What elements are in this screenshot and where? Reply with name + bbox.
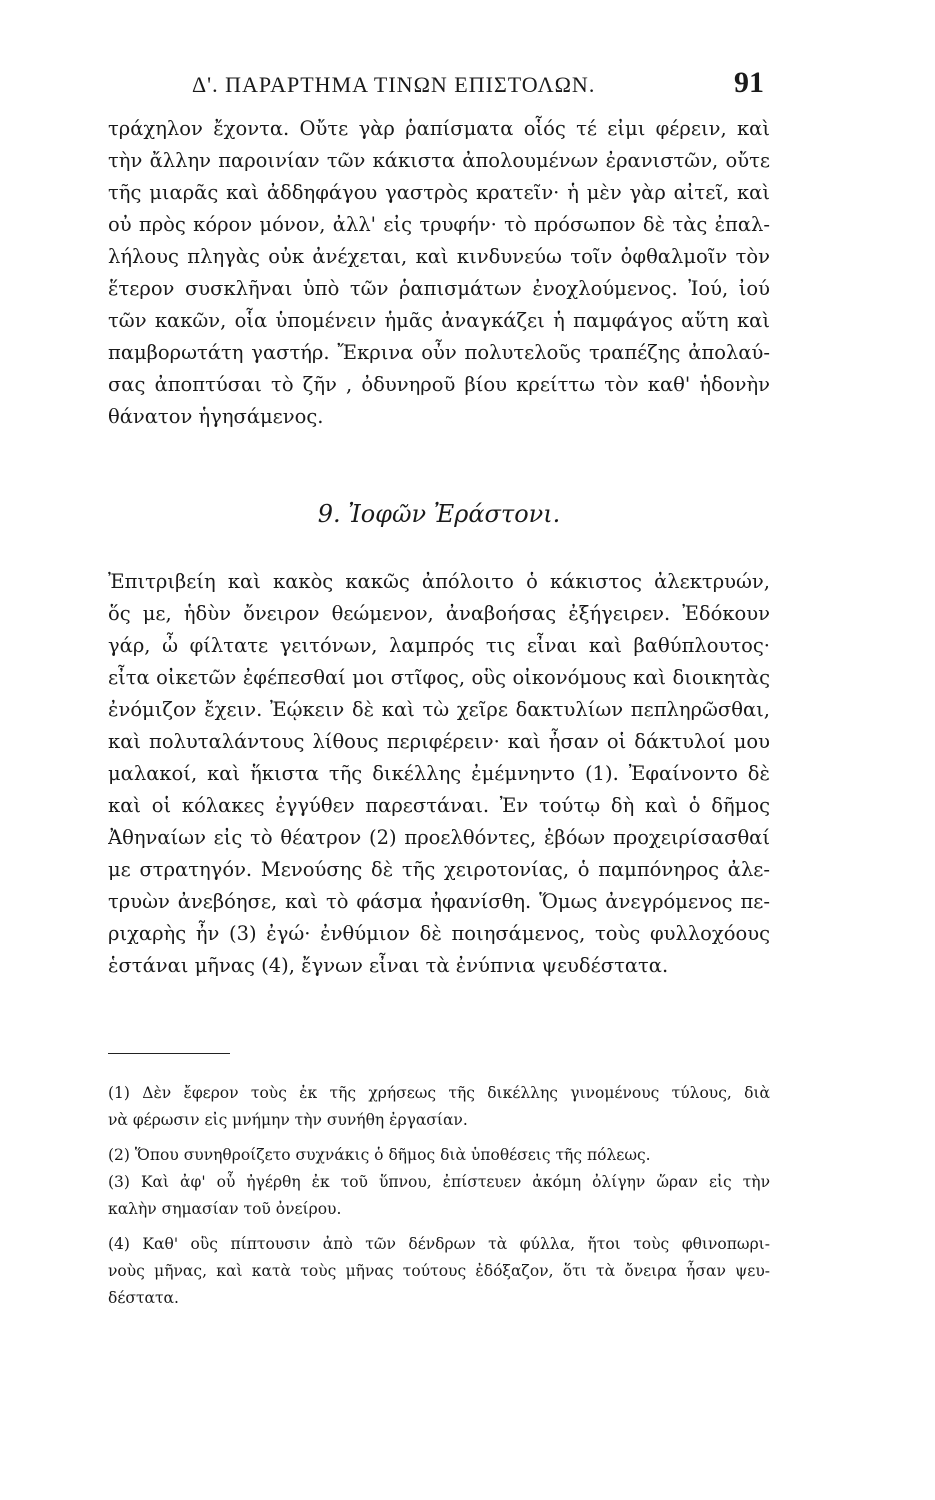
footnote-rule [108, 1053, 230, 1054]
footnote-line: δέστατα. [108, 1289, 179, 1307]
footnotes [108, 1080, 770, 1312]
footnote-line: καλὴν σημασίαν τοῦ ὀνείρου. [108, 1200, 342, 1218]
text-line: εἶτα οἰκετῶν ἐφέπεσθαί μοι στῖφος, οὓς οἰκονόμους καὶ διοικητὰς [108, 666, 770, 689]
letter-body [108, 566, 770, 982]
intro-paragraph [108, 113, 770, 433]
text-line: θάνατον ἡγησάμενος. [108, 405, 324, 428]
footnote-4 [108, 1231, 770, 1312]
text-line: οὐ πρὸς κόρον μόνον, ἀλλ' εἰς τρυφήν· τὸ πρόσωπον δὲ τὰς ἐπαλ- [108, 213, 770, 236]
footnote-1 [108, 1080, 770, 1134]
letter-title: 9. Ἰοφῶν Ἐράστονι. [317, 500, 561, 528]
text-line: τῆς μιαρᾶς καὶ ἀδδηφάγου γαστρὸς κρατεῖν· ἡ μὲν γὰρ αἰτεῖ, καὶ [108, 181, 770, 204]
page-header [100, 66, 764, 106]
footnote-line: (4) Καθ' οὓς πίπτουσιν ἀπὸ τῶν δένδρων τὰ φύλλα, ἤτοι τοὺς φθινοπωρι- [108, 1235, 770, 1253]
text-line: γάρ, ὦ φίλτατε γειτόνων, λαμπρός τις εἶναι καὶ βαθύπλουτος· [108, 634, 770, 657]
text-line: τῶν κακῶν, οἷα ὑπομένειν ἡμᾶς ἀναγκάζει ἡ παμφάγος αὕτη καὶ [108, 309, 770, 332]
text-line: ριχαρὴς ἦν (3) ἐγώ· ἐνθύμιον δὲ ποιησάμενος, τοὺς φυλλοχόους [108, 922, 770, 945]
text-line: ὅς με, ἡδὺν ὄνειρον θεώμενον, ἀναβοήσας ἐξήγειρεν. Ἐδόκουν [108, 602, 770, 625]
text-line: καὶ πολυταλάντους λίθους περιφέρειν· καὶ ἦσαν οἱ δάκτυλοί μου [108, 730, 770, 753]
text-line: σας ἀποπτύσαι τὸ ζῆν , ὀδυνηροῦ βίου κρείττω τὸν καθ' ἡδονὴν [108, 373, 770, 396]
page-number: 91 [734, 66, 764, 99]
text-line: ἕτερον συσκλῆναι ὑπὸ τῶν ῥαπισμάτων ἐνοχλούμενος. Ἰού, ἰού [108, 277, 770, 300]
footnote-line: νὰ φέρωσιν εἰς μνήμην τὴν συνήθη ἐργασίαν. [108, 1111, 468, 1129]
text-line: Ἀθηναίων εἰς τὸ θέατρον (2) προελθόντες, ἐβόων προχειρίσασθαί [108, 826, 770, 849]
running-head: Δ'. ΠΑΡΑΡΤΗΜΑ ΤΙΝΩΝ ΕΠΙΣΤΟΛΩΝ. [192, 72, 596, 97]
footnote-line: νοὺς μῆνας, καὶ κατὰ τοὺς μῆνας τούτους ἐδόξαζον, ὅτι τὰ ὄνειρα ἦσαν ψευ- [108, 1262, 770, 1280]
text-line: ἑστάναι μῆνας (4), ἔγνων εἶναι τὰ ἐνύπνια ψευδέστατα. [108, 954, 669, 977]
text-line: τὴν ἄλλην παροινίαν τῶν κάκιστα ἀπολουμένων ἐρανιστῶν, οὔτε [108, 149, 770, 172]
footnote-line: (2) Ὅπου συνηθροίζετο συχνάκις ὁ δῆμος διὰ ὑποθέσεις τῆς πόλεως. [108, 1146, 651, 1164]
footnote-line: (1) Δὲν ἔφερον τοὺς ἐκ τῆς χρήσεως τῆς δικέλλης γινομένους τύλους, διὰ [108, 1084, 770, 1102]
footnote-line: (3) Καὶ ἀφ' οὗ ἠγέρθη ἐκ τοῦ ὕπνου, ἐπίστευεν ἀκόμη ὀλίγην ὥραν εἰς τὴν [108, 1173, 770, 1191]
text-line: Ἐπιτριβείη καὶ κακὸς κακῶς ἀπόλοιτο ὁ κάκιστος ἀλεκτρυών, [108, 570, 770, 593]
text-line: τράχηλον ἔχοντα. Οὔτε γὰρ ῥαπίσματα οἷός τέ εἰμι φέρειν, καὶ [108, 117, 770, 140]
text-line: λήλους πληγὰς οὐκ ἀνέχεται, καὶ κινδυνεύω τοῖν ὀφθαλμοῖν τὸν [108, 245, 770, 268]
text-line: ἐνόμιζον ἔχειν. Ἐῴκειν δὲ καὶ τὼ χεῖρε δακτυλίων πεπληρῶσθαι, [108, 698, 770, 721]
text-line: τρυὼν ἀνεβόησε, καὶ τὸ φάσμα ἠφανίσθη. Ὅμως ἀνεγρόμενος πε- [108, 890, 770, 913]
text-line: μαλακοί, καὶ ἥκιστα τῆς δικέλλης ἐμέμνηντο (1). Ἐφαίνοντο δὲ [108, 762, 770, 785]
footnote-2 [108, 1142, 770, 1169]
footnote-3 [108, 1169, 770, 1223]
text-line: με στρατηγόν. Μενούσης δὲ τῆς χειροτονίας, ὁ παμπόνηρος ἀλε- [108, 858, 770, 881]
text-line: καὶ οἱ κόλακες ἐγγύθεν παρεστάναι. Ἐν τούτῳ δὴ καὶ ὁ δῆμος [108, 794, 770, 817]
text-line: παμβορωτάτη γαστήρ. Ἔκρινα οὖν πολυτελοῦς τραπέζης ἀπολαύ- [108, 341, 770, 364]
